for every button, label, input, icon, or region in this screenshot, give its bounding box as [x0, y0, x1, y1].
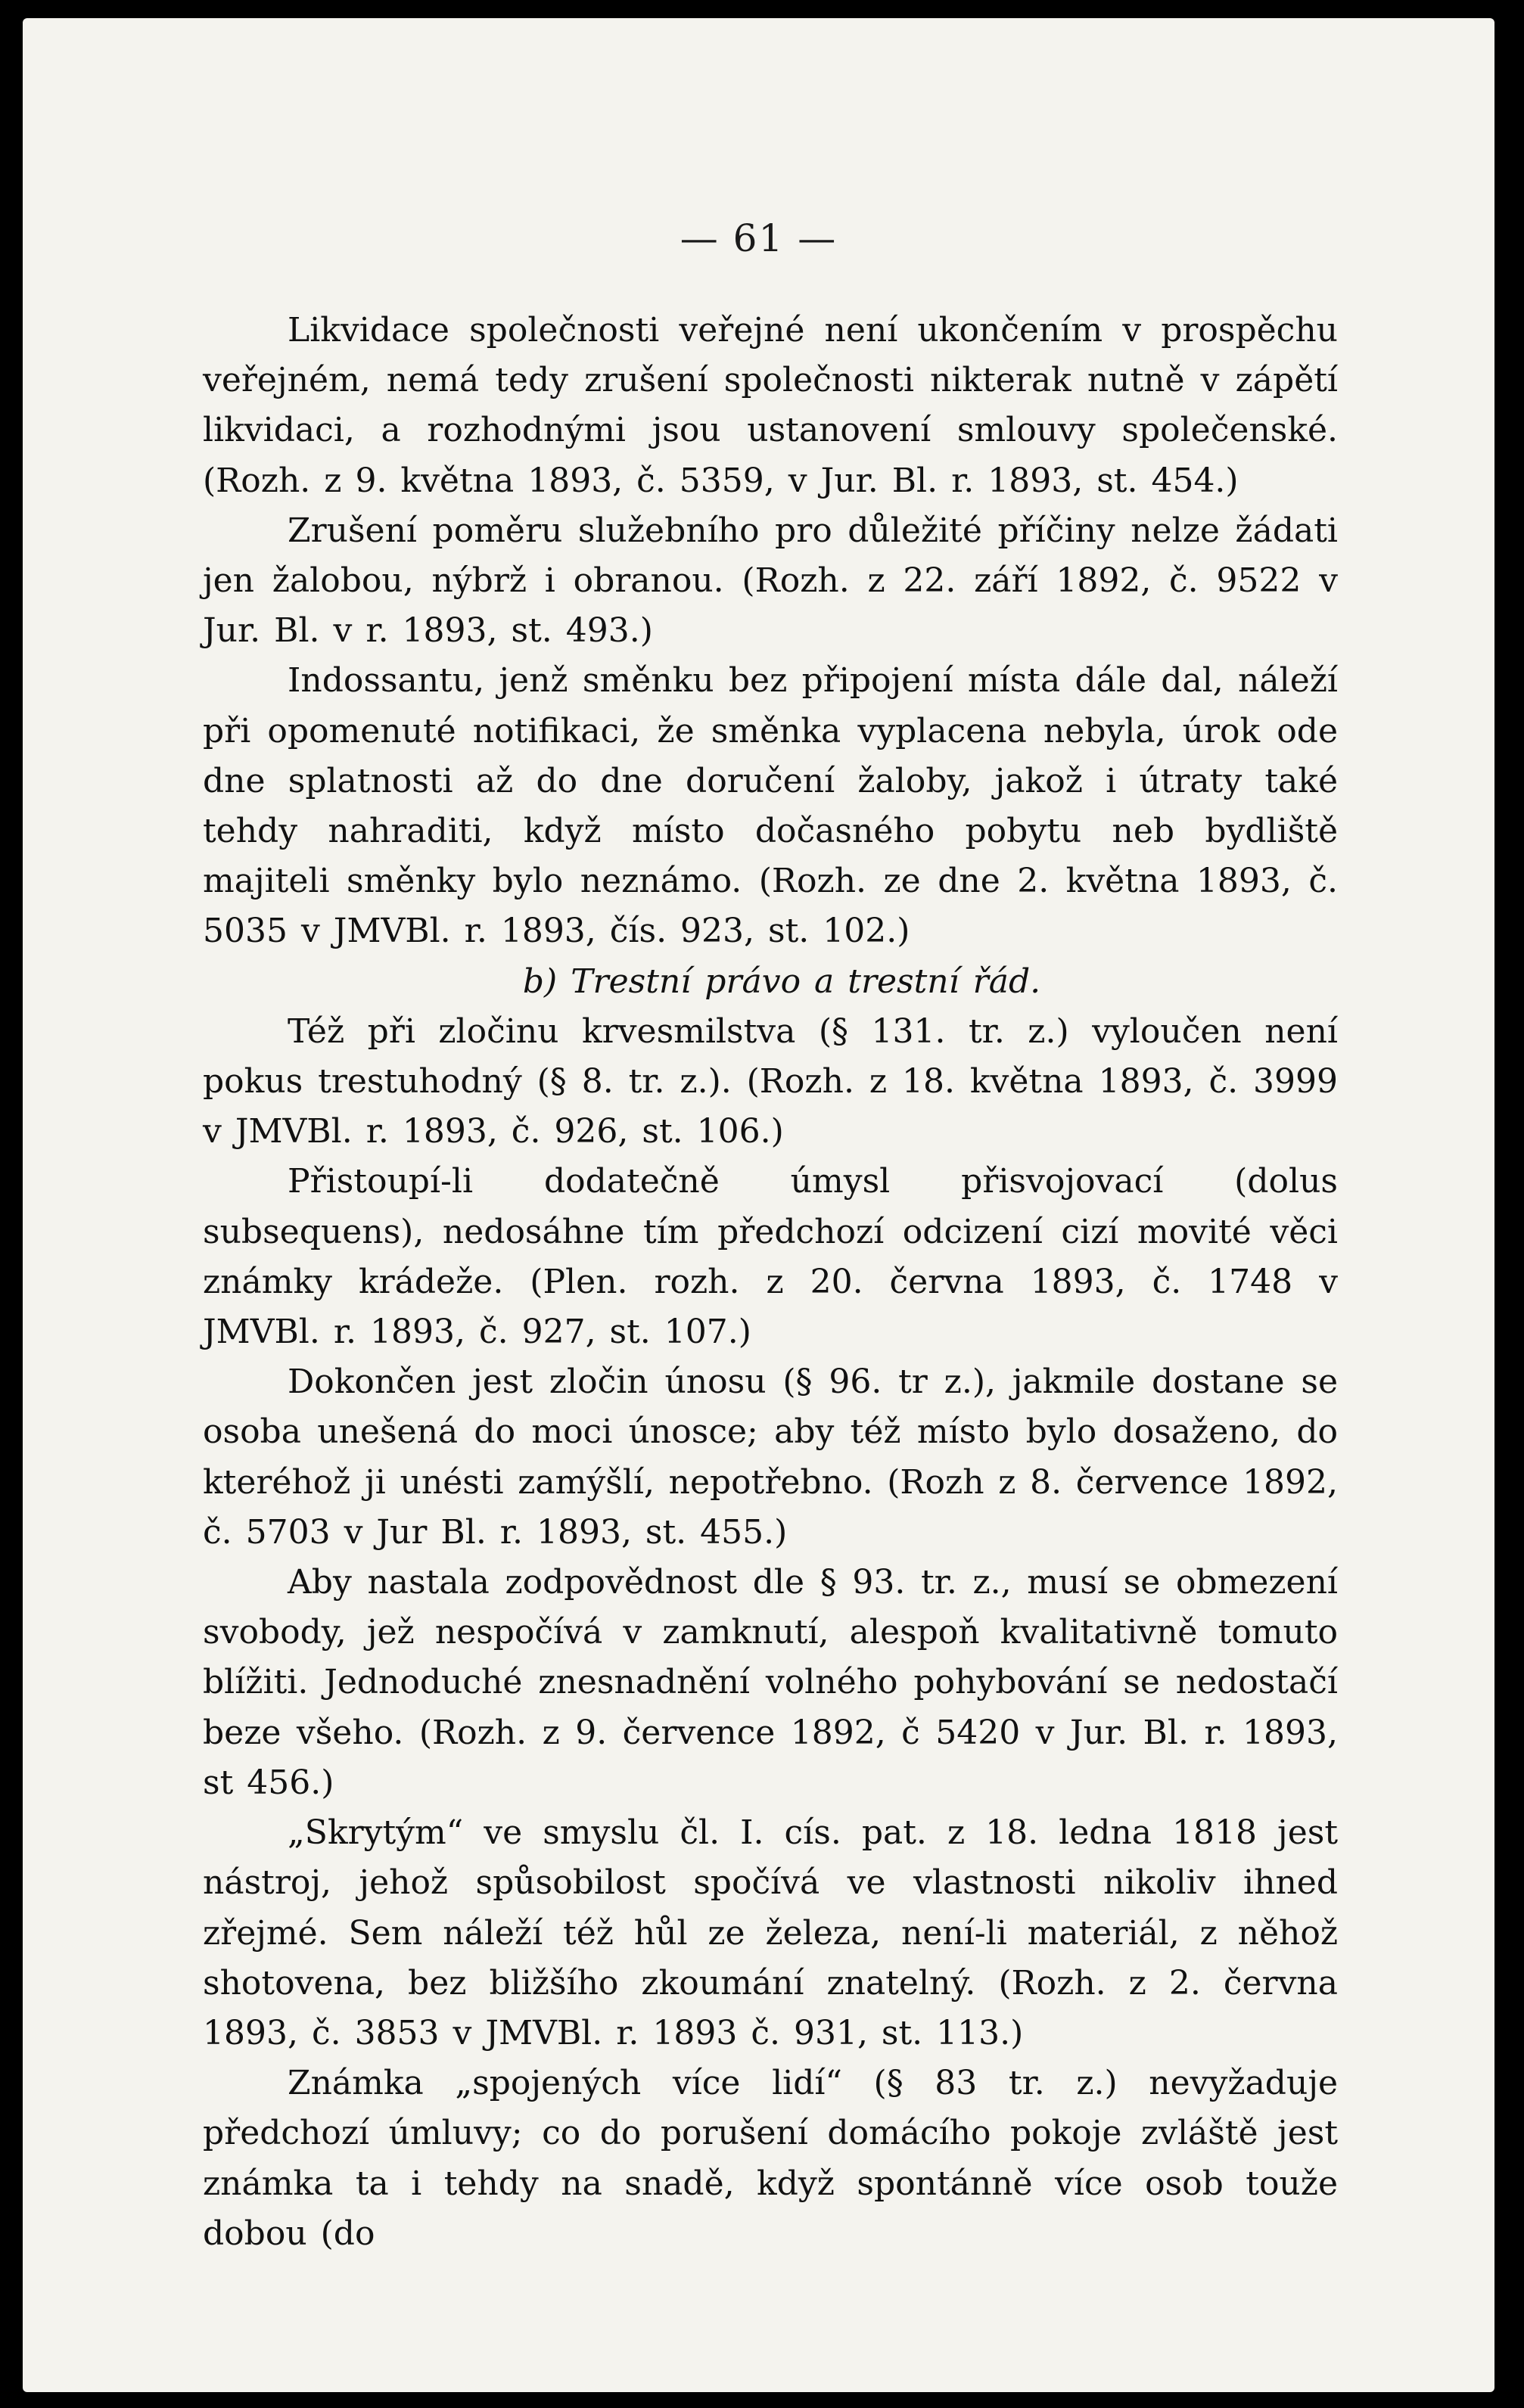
paragraph: Též při zločinu krvesmilstva (§ 131. tr. z.) vyloučen není pokus trestuhodný (§ 8. tr. z.). (Rozh. z 18. května 1893, č. 3999 v JMVBl. r. 1893, č. 926, st. 106.) — [203, 1011, 1338, 1151]
paragraph: Přistoupí-li dodatečně úmysl přisvojovací (dolus subsequens), nedosáhne tím předchozí odcizení cizí movité věci známky krádeže. (Plen. rozh. z 20. června 1893, č. 1748 v JMVBl. r. 1893, č. 927, st. 107.) — [203, 1162, 1338, 1352]
section-heading: b) Trestní právo a trestní řád. — [522, 962, 1041, 1001]
document-page — [23, 18, 1494, 2392]
paragraph: Zrušení poměru služebního pro důležité příčiny nelze žádati jen žalobou, nýbrž i obranou. (Rozh. z 22. září 1892, č. 9522 v Jur. Bl. v r. 1893, st. 493.) — [203, 511, 1338, 651]
page-number: — 61 — — [680, 216, 838, 260]
paragraph: Aby nastala zodpovědnost dle § 93. tr. z., musí se obmezení svobody, jež nespočívá v zamknutí, alespoň kvalitativně tomuto blížiti. Jednoduché znesnadnění volného pohybování se nedostačí beze všeho. (Rozh. z 9. července 1892, č 5420 v Jur. Bl. r. 1893, st 456.) — [203, 1563, 1338, 1802]
paragraph: Známka „spojených více lidí“ (§ 83 tr. z.) nevyžaduje předchozí úmluvy; co do porušení domácího pokoje zvláště jest známka ta i tehdy na snadě, když spontánně více osob touže dobou (do — [203, 2064, 1338, 2253]
paragraph: Dokončen jest zločin únosu (§ 96. tr z.), jakmile dostane se osoba unešená do moci únosce; aby též místo bylo dosaženo, do kteréhož ji unésti zamýšlí, nepotřebno. (Rozh z 8. července 1892, č. 5703 v Jur Bl. r. 1893, st. 455.) — [203, 1362, 1338, 1552]
paragraph: Likvidace společnosti veřejné není ukončením v prospěchu veřejném, nemá tedy zrušení společnosti nikterak nutně v zápětí likvidaci, a rozhodnými jsou ustanovení smlouvy společenské. (Rozh. z 9. května 1893, č. 5359, v Jur. Bl. r. 1893, st. 454.) — [203, 311, 1338, 500]
paragraph: Indossantu, jenž směnku bez připojení místa dále dal, náleží při opomenuté notifikaci, že směnka vyplacena nebyla, úrok ode dne splatnosti až do dne doručení žaloby, jakož i útraty také tehdy nahraditi, když místo dočasného pobytu neb bydliště majiteli směnky bylo neznámo. (Rozh. ze dne 2. května 1893, č. 5035 v JMVBl. r. 1893, čís. 923, st. 102.) — [203, 661, 1338, 951]
body-text — [203, 306, 1338, 2259]
paragraph: „Skrytým“ ve smyslu čl. I. cís. pat. z 18. ledna 1818 jest nástroj, jehož spůsobilost spočívá ve vlastnosti nikoliv ihned zřejmé. Sem náleží též hůl ze železa, není-li materiál, z něhož shotovena, bez bližšího zkoumání znatelný. (Rozh. z 2. června 1893, č. 3853 v JMVBl. r. 1893 č. 931, st. 113.) — [203, 1813, 1338, 2052]
